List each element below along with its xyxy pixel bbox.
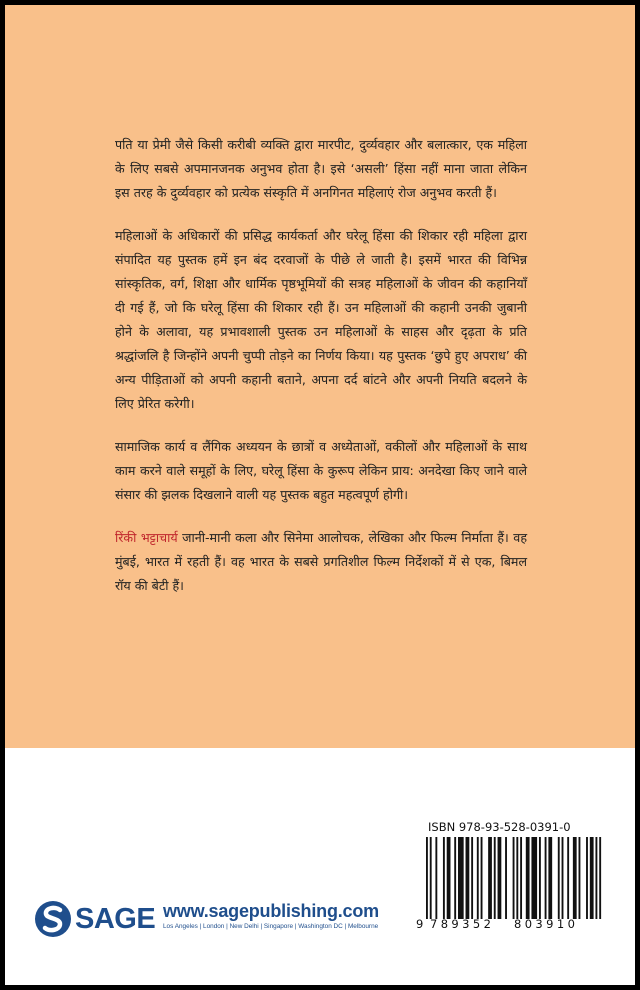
publisher-website[interactable]: www.sagepublishing.com bbox=[163, 901, 379, 921]
peach-panel bbox=[5, 5, 635, 748]
blurb-paragraph-3: सामाजिक कार्य व लैंगिक अध्ययन के छात्रों व अध्येताओं, वकीलों और महिलाओं के साथ काम करने वाले समूहों के लिए, घरेलू हिंसा के कुरूप लेकिन प्राय: अनदेखा किए जाने वाले संसार की झलक दिखलाने वाली यह पुस्तक बहुत महत्वपूर्ण होगी। bbox=[115, 439, 527, 502]
author-name: रिंकी भट्टाचार्य bbox=[115, 530, 178, 545]
barcode-digit-group-2: 803910 bbox=[514, 917, 579, 931]
barcode-digits bbox=[416, 917, 606, 931]
publisher-cities: Los Angeles | London | New Delhi | Singapore | Washington DC | Melbourne bbox=[163, 923, 379, 930]
barcode-digit-group-1: 789352 bbox=[430, 917, 495, 931]
barcode-digit-lead: 9 bbox=[416, 917, 424, 931]
blurb-paragraph-1: पति या प्रेमी जैसे किसी करीबी व्यक्ति द्वारा मारपीट, दुर्व्यवहार और बलात्कार, एक महिला के लिए सबसे अपमानजनक अनुभव होता है। इसे ‘असली’ हिंसा नहीं माना जाता लेकिन इस तरह के दुर्व्यवहार को प्रत्येक संस्कृति में अनगिनत महिलाएं रोज अनुभव करती हैं। bbox=[115, 137, 527, 200]
barcode bbox=[426, 837, 603, 919]
author-bio-text: जानी-मानी कला और सिनेमा आलोचक, लेखिका और फिल्म निर्माता हैं। वह मुंबई, भारत में रहती हैं। वह भारत के सबसे प्रगतिशील फिल्म निर्देशकों में से एक, बिमल रॉय की बेटी हैं। bbox=[115, 530, 528, 593]
author-bio bbox=[115, 526, 527, 598]
publisher-website-block bbox=[163, 901, 379, 930]
sage-logo bbox=[33, 899, 155, 939]
blurb-paragraph-2: महिलाओं के अधिकारों की प्रसिद्ध कार्यकर्ता और घरेलू हिंसा की शिकार रही महिला द्वारा संपादित यह पुस्तक हमें इन बंद दरवाजों के पीछे ले जाती है। इसमें भारत की विभिन्न सांस्कृतिक, वर्ग, शिक्षा और धार्मिक पृष्ठभूमियों की सत्रह महिलाओं के जीवन की कहानियाँ दी गई हैं, जो कि घरेलू हिंसा की शिकार रही हैं। उन महिलाओं की कहानी उनकी जुबानी होने के अलावा, यह प्रभावशाली पुस्तक उन महिलाओं के साहस और दृढ़ता के प्रति श्रद्धांजलि है जिन्होंने अपनी चुप्पी तोड़ने का निर्णय किया। यह पुस्तक ‘छुपे हुए अपराध’ की अन्य पीड़िताओं को अपनी कहानी बताने, अपना दर्द बांटने और अपनी नियति बदलने के लिए प्रेरित करेगी। bbox=[115, 228, 527, 411]
isbn-label: ISBN 978-93-528-0391-0 bbox=[428, 820, 571, 834]
blurb bbox=[115, 133, 527, 617]
publisher-name: SAGE bbox=[75, 902, 156, 935]
back-cover bbox=[5, 5, 635, 985]
sage-globe-icon bbox=[33, 899, 73, 939]
